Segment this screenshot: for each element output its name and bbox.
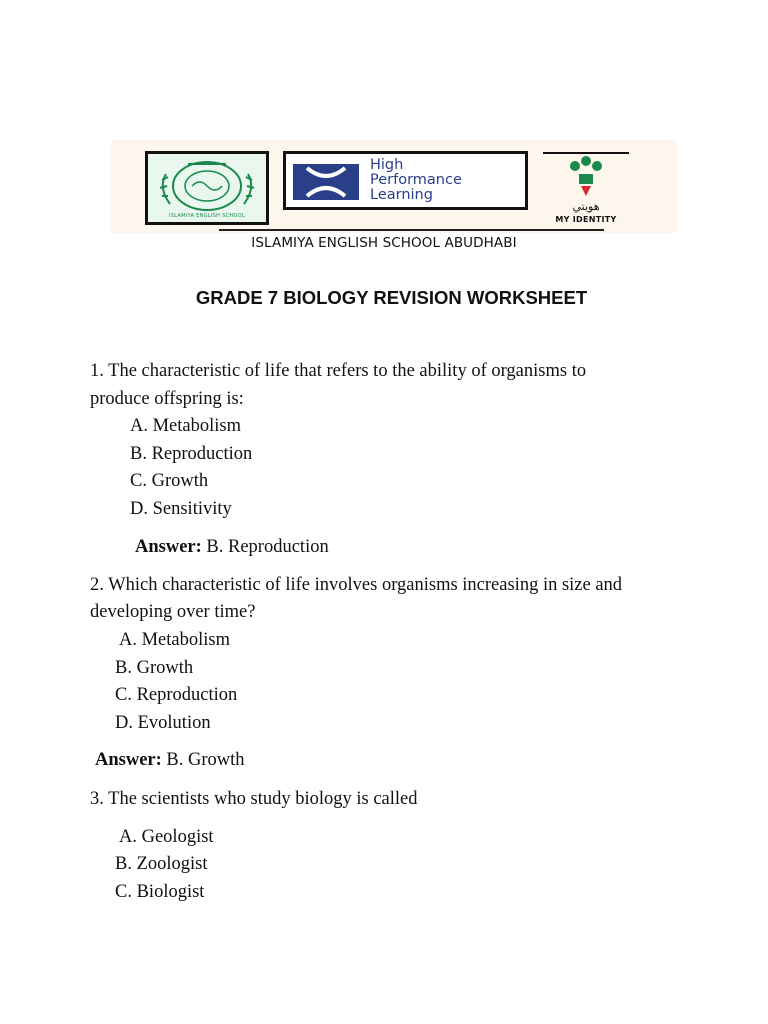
question-2-option-c: C. Reproduction xyxy=(115,685,238,705)
header-banner xyxy=(111,140,677,233)
answer-label: Answer: xyxy=(135,537,202,557)
hpl-words xyxy=(370,158,462,203)
question-2-option-d: D. Evolution xyxy=(115,713,211,733)
question-2-option-a: A. Metabolism xyxy=(119,630,230,650)
answer-label: Answer: xyxy=(95,750,162,770)
question-1-line-2: produce offspring is: xyxy=(90,389,244,409)
hpl-word-2: Performance xyxy=(370,172,462,188)
question-1-option-a: A. Metabolism xyxy=(130,416,241,436)
answer-value: B. Reproduction xyxy=(206,537,329,557)
hpl-logo xyxy=(283,151,528,210)
school-name: ISLAMIYA ENGLISH SCHOOL ABUDHABI xyxy=(251,235,517,251)
hpl-mark-icon xyxy=(293,164,359,200)
my-identity-logo xyxy=(541,150,631,226)
question-2-line-2: developing over time? xyxy=(90,602,256,622)
identity-arabic: هويتي xyxy=(572,200,600,213)
question-1-option-b: B. Reproduction xyxy=(130,444,253,464)
hpl-word-1: High xyxy=(370,157,404,173)
question-3-option-a: A. Geologist xyxy=(119,827,214,847)
crest-caption: ISLAMIYA ENGLISH SCHOOL xyxy=(169,213,245,219)
question-1-option-d: D. Sensitivity xyxy=(130,499,232,519)
question-2-answer xyxy=(95,747,245,775)
question-1-option-c: C. Growth xyxy=(130,471,209,491)
question-3-option-c: C. Biologist xyxy=(115,882,205,902)
question-2-option-b: B. Growth xyxy=(115,658,194,678)
worksheet-title: GRADE 7 BIOLOGY REVISION WORKSHEET xyxy=(195,287,588,308)
school-crest-logo xyxy=(145,151,269,225)
identity-tree-icon xyxy=(541,150,631,200)
crest-icon xyxy=(148,154,266,214)
question-2-line-1: 2. Which characteristic of life involves organisms increasing in size and xyxy=(90,575,623,595)
question-3-option-b: B. Zoologist xyxy=(115,854,208,874)
question-1-answer xyxy=(135,534,329,562)
answer-value: B. Growth xyxy=(166,750,245,770)
question-1-line-1: 1. The characteristic of life that refers to the ability of organisms to xyxy=(90,361,587,381)
hpl-word-3: Learning xyxy=(370,187,433,203)
banner-divider xyxy=(219,229,604,231)
identity-english: MY IDENTITY xyxy=(555,215,617,224)
question-3-line-1: 3. The scientists who study biology is called xyxy=(90,789,418,809)
